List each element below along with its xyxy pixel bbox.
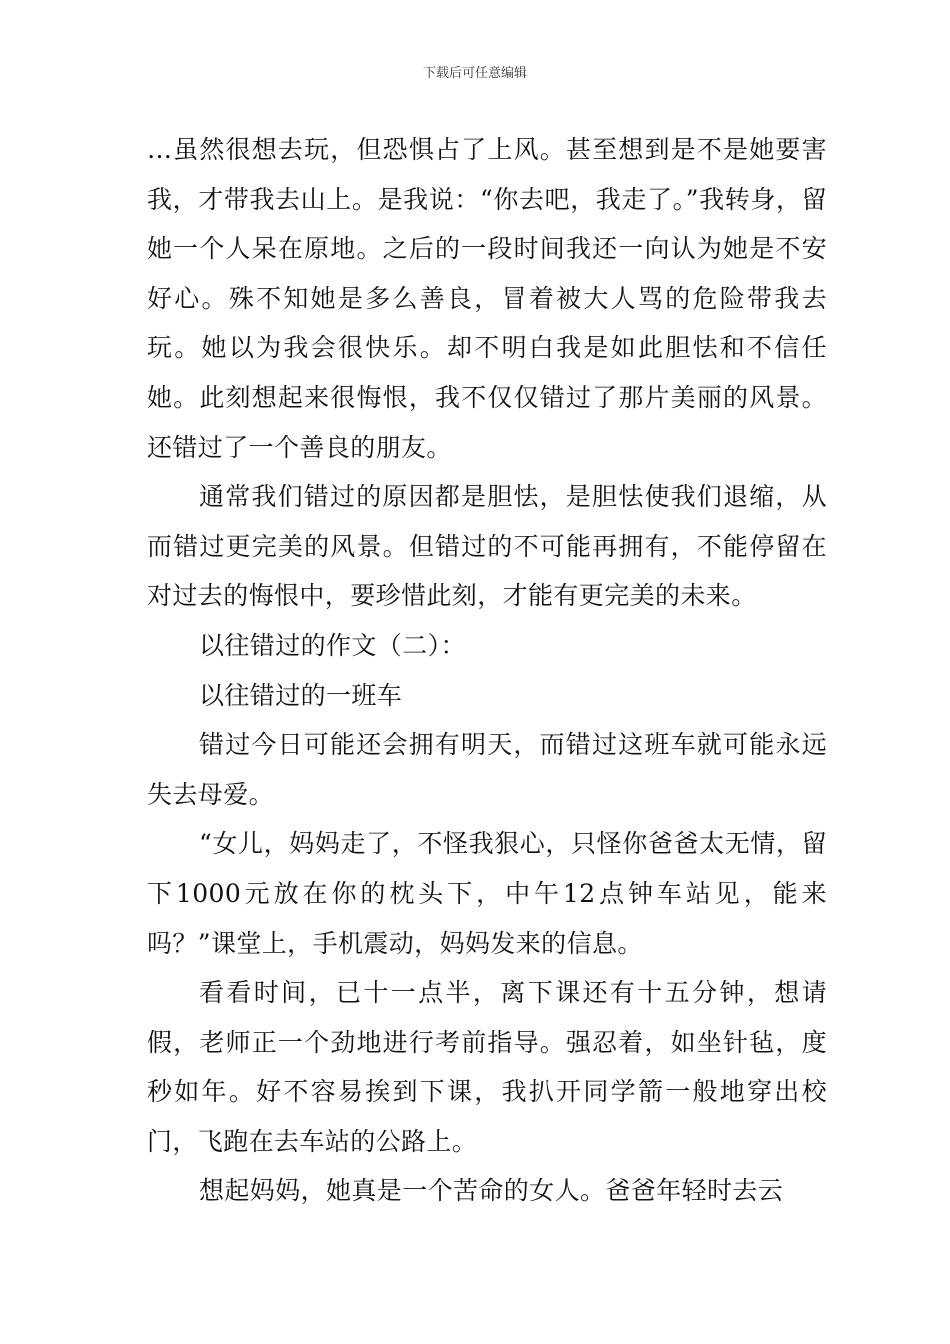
- paragraph-5: 看看时间，已十一点半，离下课还有十五分钟，想请假，老师正一个劲地进行考前指导。强忍着，如坐针毡，度秒如年。好不容易挨到下课，我扒开同学箭一般地穿出校门，飞跑在去车站的公路上。: [147, 978, 827, 1156]
- paragraph-2: 通常我们错过的原因都是胆怯，是胆怯使我们退缩，从而错过更完美的风景。但错过的不可能再拥有，不能停留在对过去的悔恨中，要珍惜此刻，才能有更完美的未来。: [147, 482, 827, 611]
- essay-title: 以往错过的一班车: [199, 680, 403, 710]
- document-body: [147, 125, 827, 1216]
- paragraph-1: …虽然很想去玩，但恐惧占了上风。甚至想到是不是她要害我，才带我去山上。是我说：“你去吧，我走了。”我转身，留她一个人呆在原地。之后的一段时间我还一向认为她是不安好心。殊不知她是多么善良，冒着被大人骂的危险带我去玩。她以为我会很快乐。却不明白我是如此胆怯和不信任她。此刻想起来很悔恨，我不仅仅错过了那片美丽的风景。还错过了一个善良的朋友。: [147, 135, 827, 462]
- paragraph-6: 想起妈妈，她真是一个苦命的女人。爸爸年轻时去云: [199, 1176, 784, 1206]
- paragraph-4: “女儿，妈妈走了，不怪我狠心，只怪你爸爸太无情，留下1000元放在你的枕头下，中午12点钟车站见，能来吗？”课堂上，手机震动，妈妈发来的信息。: [147, 829, 827, 958]
- section-heading: 以往错过的作文（二）：: [199, 630, 466, 660]
- page-header: 下载后可任意编辑: [422, 66, 527, 81]
- paragraph-3: 错过今日可能还会拥有明天，而错过这班车就可能永远失去母爱。: [147, 730, 827, 809]
